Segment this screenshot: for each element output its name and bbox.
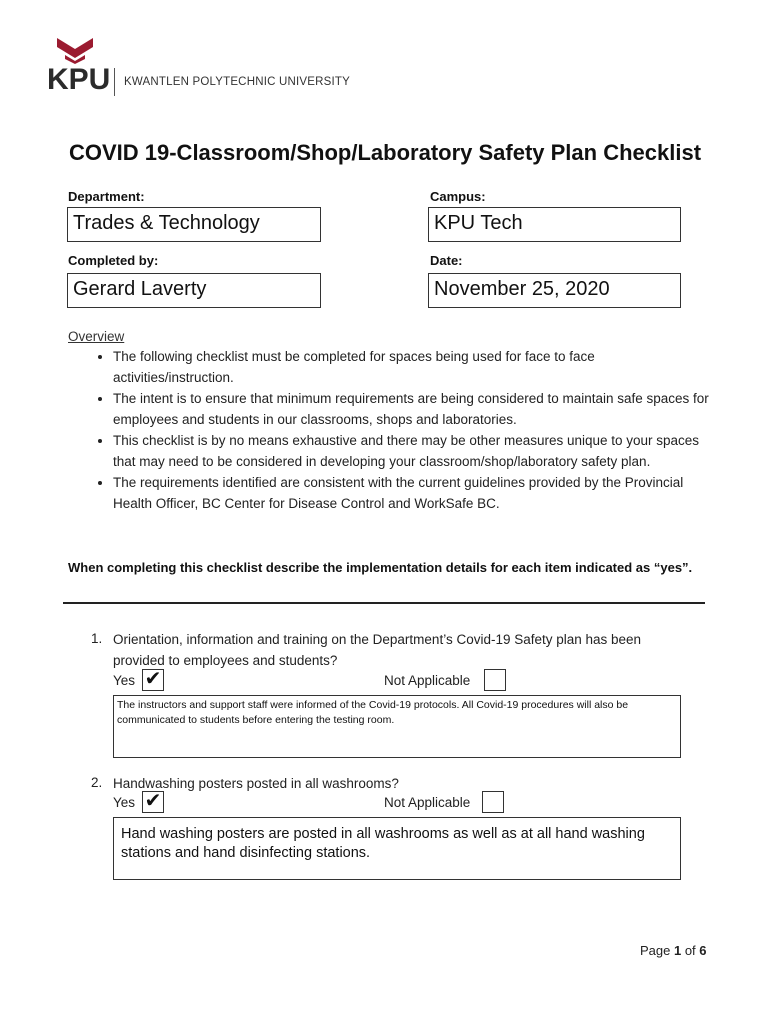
not-applicable-checkbox[interactable] (484, 669, 506, 691)
page-current: 1 (673, 943, 682, 958)
campus-label: Campus: (430, 189, 486, 204)
yes-checkbox[interactable]: ✔ (142, 791, 164, 813)
completed-by-field[interactable]: Gerard Laverty (67, 273, 321, 308)
yes-label: Yes (113, 673, 136, 688)
page-title: COVID 19-Classroom/Shop/Laboratory Safety Plan Checklist (68, 140, 702, 165)
page-prefix: Page (640, 943, 674, 958)
page-of: of (681, 943, 700, 958)
institution-name: KWANTLEN POLYTECHNIC UNIVERSITY (124, 76, 351, 88)
yes-label: Yes (113, 795, 136, 810)
instruction-text: When completing this checklist describe the implementation details for each item indicated as “yes”. (68, 560, 693, 575)
page-number (640, 943, 707, 958)
answer-field[interactable]: Hand washing posters are posted in all washrooms as well as at all hand washing stations and hand disinfecting stations. (113, 817, 681, 880)
page-total: 6 (699, 943, 707, 958)
campus-field[interactable]: KPU Tech (428, 207, 681, 242)
kpu-logo-mark (57, 38, 93, 64)
overview-bullet: • The following checklist must be completed for spaces being used for face to face activities/instruction. (113, 346, 713, 388)
department-label: Department: (68, 189, 145, 204)
answer-field[interactable]: The instructors and support staff were informed of the Covid-19 protocols. All Covid-19 procedures will also be communicated to students before entering the testing room. (113, 695, 681, 758)
overview-bullet: • This checklist is by no means exhaustive and there may be other measures unique to your spaces that may need to be considered in developing your classroom/shop/laboratory safety plan. (113, 430, 713, 472)
not-applicable-label: Not Applicable (384, 795, 471, 810)
completed-by-label: Completed by: (68, 253, 159, 268)
question-text: Handwashing posters posted in all washrooms? (113, 776, 399, 791)
department-field[interactable]: Trades & Technology (67, 207, 321, 242)
overview-heading: Overview (68, 329, 125, 344)
overview-bullet: • The requirements identified are consistent with the current guidelines provided by the Provincial Health Officer, BC Center for Disease Control and WorkSafe BC. (113, 472, 713, 514)
question-number: 1. (91, 631, 103, 646)
section-divider (63, 602, 705, 604)
kpu-logo-text: KPU (47, 63, 111, 96)
overview-bullet: • The intent is to ensure that minimum requirements are being considered to maintain safe spaces for employees and students in our classrooms, shops and laboratories. (113, 388, 713, 430)
question-number: 2. (91, 775, 103, 790)
date-label: Date: (430, 253, 463, 268)
overview-list (88, 346, 713, 514)
logo-divider (114, 68, 115, 96)
yes-checkbox[interactable]: ✔ (142, 669, 164, 691)
not-applicable-checkbox[interactable] (482, 791, 504, 813)
not-applicable-label: Not Applicable (384, 673, 471, 688)
question-text: Orientation, information and training on the Department’s Covid-19 Safety plan has been provided to employees and students? (113, 632, 642, 668)
date-field[interactable]: November 25, 2020 (428, 273, 681, 308)
